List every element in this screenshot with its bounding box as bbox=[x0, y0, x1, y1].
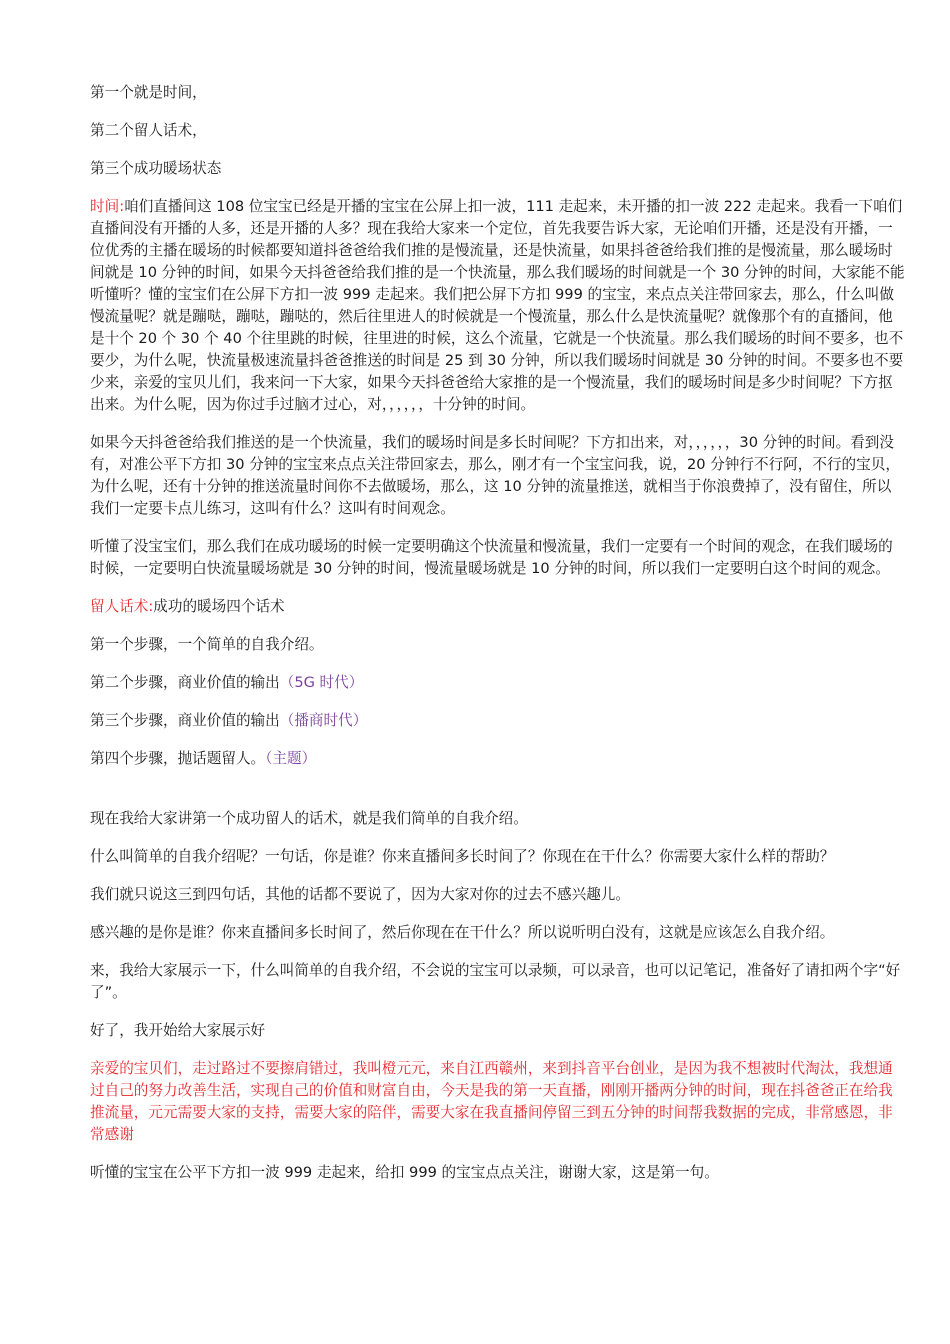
section-spacer bbox=[90, 786, 905, 808]
time-label: 时间: bbox=[90, 198, 125, 215]
self-intro-paragraph-3: 我们就只说这三到四句话，其他的话都不要说了，因为大家对你的过去不感兴趣儿。 bbox=[90, 886, 630, 903]
step-4-note: （主题） bbox=[265, 750, 317, 767]
self-intro-paragraph-2: 什么叫简单的自我介绍呢？一句话，你是谁？你来直播间多长时间了？你现在在干什么？你需要大家什么样的帮助？ bbox=[90, 848, 835, 865]
liuren-heading bbox=[90, 596, 905, 618]
step-4 bbox=[90, 748, 905, 770]
self-intro-paragraph-5: 来，我给大家展示一下，什么叫简单的自我介绍，不会说的宝宝可以录频，可以录音，也可以记笔记，准备好了请扣两个字“好了”。 bbox=[90, 962, 901, 1001]
step-3-note: （播商时代） bbox=[279, 712, 368, 729]
step-3 bbox=[90, 710, 905, 732]
time-text: 咱们直播间这 108 位宝宝已经是开播的宝宝在公屏上扣一波，111 走起来，未开播的扣一波 222 走起来。我看一下咱们直播间没有开播的人多，还是开播的人多？现在我给大家来一个定位，首先我要告诉大家，无论咱们开播，还是没有开播，一位优秀的主播在暖场的时候都要知道抖爸爸给我们推的是慢流量，还是快流量，如果抖爸爸给我们推的是慢流量，那么暖场时间就是 10 分钟的时间，如果今天抖爸爸给我们推的是一个快流量，那么我们暖场的时间就是一个 30 分钟的时间，大家能不能听懂听？懂的宝宝们在公屏下方扣一波 999 走起来。我们把公屏下方扣 999 的宝宝，来点点关注带回家去，那么，什么叫做慢流量呢？就是蹦哒，蹦哒，蹦哒的，然后往里进人的时候就是一个慢流量，那么什么是快流量呢？就像那个有的直播间，他是十个 20 个 30 个 40 个往里跳的时候，往里进的时候，这么个流量，它就是一个快流量。那么我们暖场的时间不要多，也不要少，为什么呢，快流量极速流量抖爸爸推送的时间是 25 到 30 分钟，所以我们暖场时间就是 30 分钟的时间。不要多也不要少来，亲爱的宝贝儿们，我来问一下大家，如果今天抖爸爸给大家推的是一个慢流量，我们的暖场时间是多少时间呢？下方抠出来。为什么呢，因为你过手过脑才过心，对，，，，，，十分钟的时间。 bbox=[90, 198, 905, 413]
intro-line-3: 第三个成功暖场状态 bbox=[90, 160, 222, 177]
time-paragraph-2: 如果今天抖爸爸给我们推送的是一个快流量，我们的暖场时间是多长时间呢？下方扣出来，对，，，，，，30 分钟的时间。看到没有，对准公平下方扣 30 分钟的宝宝来点点关注带回家去，那么，刚才有一个宝宝问我，说，20 分钟行不行阿，不行的宝贝，为什么呢，还有十分钟的推送流量时间你不去做暖场，那么，这 10 分钟的流量推送，就相当于你浪费掉了，没有留住，所以我们一定要卡点儿练习，这叫有什么？这叫有时间观念。 bbox=[90, 434, 900, 517]
step-2-text: 第二个步骤，商业价值的输出 bbox=[90, 674, 280, 691]
document-page bbox=[90, 82, 905, 1200]
intro-line-2: 第二个留人话术， bbox=[90, 122, 207, 139]
self-intro-paragraph-1: 现在我给大家讲第一个成功留人的话术，就是我们简单的自我介绍。 bbox=[90, 810, 528, 827]
self-intro-script: 亲爱的宝贝们，走过路过不要擦肩错过，我叫橙元元，来自江西赣州，来到抖音平台创业，是因为我不想被时代淘汰，我想通过自己的努力改善生活，实现自己的价值和财富自由，今天是我的第一天直播，刚刚开播两分钟的时间，现在抖爸爸正在给我推流量，元元需要大家的支持，需要大家的陪伴，需要大家在我直播间停留三到五分钟的时间帮我数据的完成，非常感恩，非常感谢 bbox=[90, 1060, 893, 1143]
step-2-note: （5G 时代） bbox=[279, 674, 364, 691]
time-paragraph-1 bbox=[90, 196, 905, 416]
step-2 bbox=[90, 672, 905, 694]
self-intro-paragraph-6: 好了，我开始给大家展示好 bbox=[90, 1022, 266, 1039]
time-paragraph-3: 听懂了没宝宝们，那么我们在成功暖场的时候一定要明确这个快流量和慢流量，我们一定要有一个时间的观念，在我们暖场的时候，一定要明白快流量暖场就是 30 分钟的时间，慢流量暖场就是 10 分钟的时间，所以我们一定要明白这个时间的观念。 bbox=[90, 538, 893, 577]
step-4-text: 第四个步骤，抛话题留人。 bbox=[90, 750, 266, 767]
intro-line-1: 第一个就是时间， bbox=[90, 84, 207, 101]
step-3-text: 第三个步骤，商业价值的输出 bbox=[90, 712, 280, 729]
liuren-text: 成功的暖场四个话术 bbox=[153, 598, 285, 615]
liuren-label: 留人话术: bbox=[90, 598, 154, 615]
step-1: 第一个步骤，一个简单的自我介绍。 bbox=[90, 636, 324, 653]
self-intro-paragraph-8: 听懂的宝宝在公平下方扣一波 999 走起来，给扣 999 的宝宝点点关注，谢谢大家，这是第一句。 bbox=[90, 1164, 719, 1181]
self-intro-paragraph-4: 感兴趣的是你是谁？你来直播间多长时间了，然后你现在在干什么？所以说听明白没有，这就是应该怎么自我介绍。 bbox=[90, 924, 835, 941]
